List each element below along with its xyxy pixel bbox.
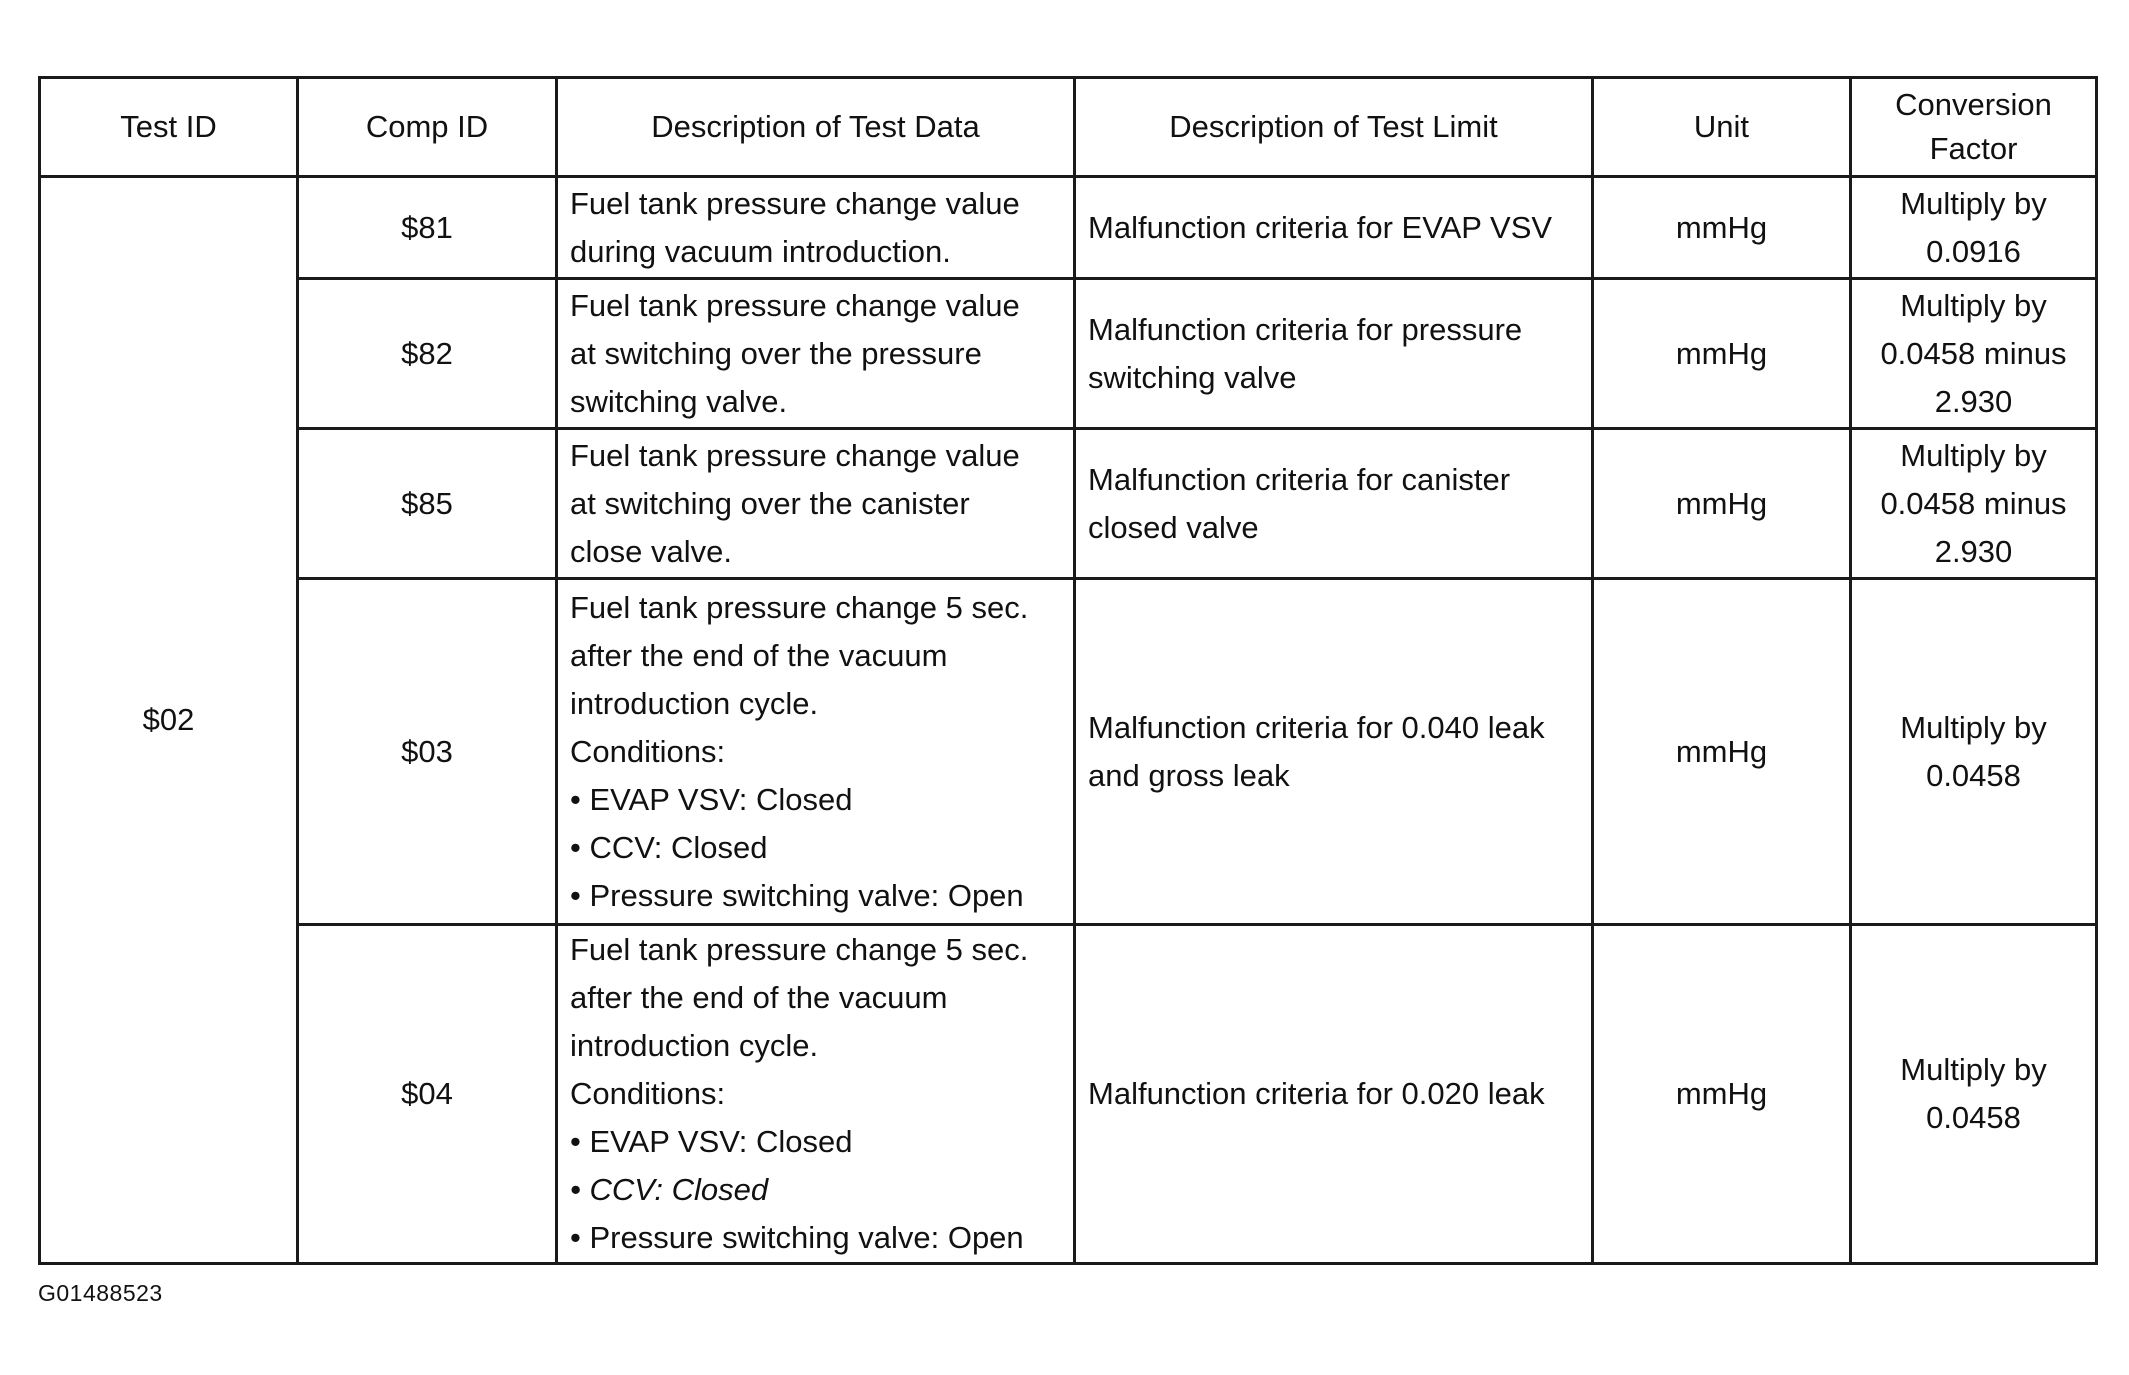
desc-limit-cell: Malfunction criteria for 0.020 leak <box>1075 925 1593 1264</box>
table-row <box>40 177 2097 279</box>
table-row <box>40 579 2097 925</box>
desc-limit-cell: Malfunction criteria for canister closed valve <box>1075 429 1593 579</box>
table-row <box>40 925 2097 1264</box>
table-row <box>40 279 2097 429</box>
header-desc-limit: Description of Test Limit <box>1075 78 1593 177</box>
unit-cell: mmHg <box>1593 579 1851 925</box>
header-test-id: Test ID <box>40 78 298 177</box>
header-conversion-factor: Conversion Factor <box>1851 78 2097 177</box>
factor-cell: Multiply by 0.0458 minus 2.930 <box>1851 429 2097 579</box>
test-data-table <box>38 76 2098 1265</box>
comp-id-cell: $04 <box>298 925 557 1264</box>
desc-data-cell: Fuel tank pressure change 5 sec. after the end of the vacuum introduction cycle. Conditions: • EVAP VSV: Closed • CCV: Closed • Pressure switching valve: Open <box>557 925 1075 1264</box>
header-unit: Unit <box>1593 78 1851 177</box>
factor-cell: Multiply by 0.0916 <box>1851 177 2097 279</box>
factor-cell: Multiply by 0.0458 <box>1851 579 2097 925</box>
desc-limit-cell: Malfunction criteria for pressure switching valve <box>1075 279 1593 429</box>
unit-cell: mmHg <box>1593 177 1851 279</box>
comp-id-cell: $03 <box>298 579 557 925</box>
desc-data-cell: Fuel tank pressure change value during vacuum introduction. <box>557 177 1075 279</box>
header-desc-data: Description of Test Data <box>557 78 1075 177</box>
figure-id-label: G01488523 <box>38 1280 163 1306</box>
header-row <box>40 78 2097 177</box>
desc-limit-cell: Malfunction criteria for 0.040 leak and gross leak <box>1075 579 1593 925</box>
unit-cell: mmHg <box>1593 279 1851 429</box>
comp-id-cell: $85 <box>298 429 557 579</box>
comp-id-cell: $81 <box>298 177 557 279</box>
unit-cell: mmHg <box>1593 429 1851 579</box>
test-data-table-container <box>38 76 2095 1262</box>
desc-data-cell: Fuel tank pressure change 5 sec. after the end of the vacuum introduction cycle. Conditions: • EVAP VSV: Closed • CCV: Closed • Pressure switching valve: Open <box>557 579 1075 925</box>
desc-limit-cell: Malfunction criteria for EVAP VSV <box>1075 177 1593 279</box>
desc-data-cell: Fuel tank pressure change value at switching over the canister close valve. <box>557 429 1075 579</box>
test-id-cell: $02 <box>40 177 298 1264</box>
comp-id-cell: $82 <box>298 279 557 429</box>
unit-cell: mmHg <box>1593 925 1851 1264</box>
header-comp-id: Comp ID <box>298 78 557 177</box>
table-row <box>40 429 2097 579</box>
desc-data-cell: Fuel tank pressure change value at switching over the pressure switching valve. <box>557 279 1075 429</box>
factor-cell: Multiply by 0.0458 <box>1851 925 2097 1264</box>
factor-cell: Multiply by 0.0458 minus 2.930 <box>1851 279 2097 429</box>
